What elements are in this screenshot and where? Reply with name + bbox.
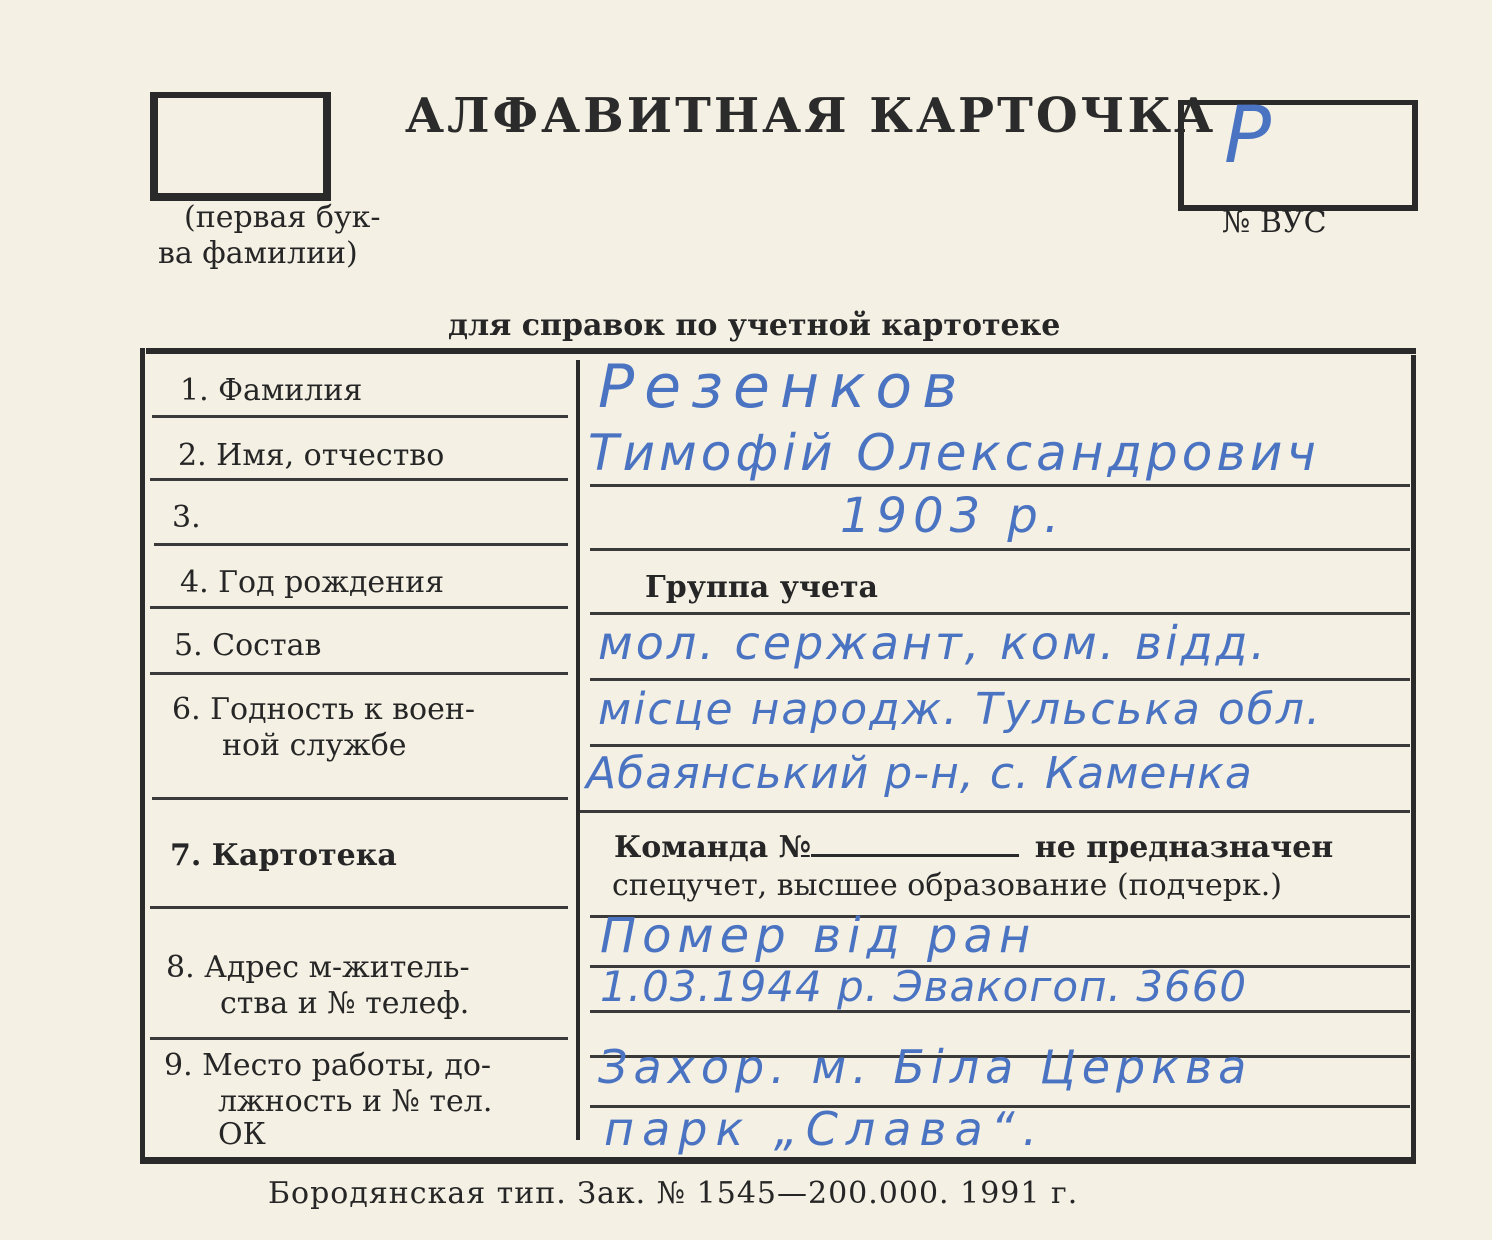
hw-date: 1.03.1944 р. Эвакогоп. 3660 [600, 962, 1248, 1011]
hw-rank: мол. сержант, ком. відд. [598, 616, 1269, 670]
frame-left-border [140, 348, 145, 1158]
hw-park: парк „Слава“. [604, 1102, 1046, 1156]
rule-right-5 [590, 744, 1410, 747]
field-9-line-3: ОК [218, 1117, 266, 1152]
field-3-label: 3. [172, 500, 201, 535]
field-4-label: 4. Год рождения [180, 565, 445, 600]
rule-left-4 [150, 606, 568, 609]
hw-surname: Резенков [598, 352, 968, 422]
special-line: спецучет, высшее образование (подчерк.) [612, 868, 1282, 903]
field-8-line-1: 8. Адрес м-житель- [166, 950, 470, 985]
rule-right-6 [580, 810, 1410, 813]
command-line [614, 830, 1333, 865]
field-9-label [164, 1048, 492, 1150]
field-6-line-1: 6. Годность к воен- [172, 692, 476, 727]
hw-year: 1903 р. [840, 488, 1066, 544]
field-7-label: 7. Картотека [170, 838, 397, 873]
first-letter-box [150, 92, 331, 201]
rule-right-2 [590, 548, 1410, 551]
rule-left-1 [152, 415, 568, 418]
vus-box [1178, 91, 1418, 211]
frame-bottom-border [140, 1157, 1416, 1164]
command-suffix: не предназначен [1034, 830, 1334, 865]
field-9-line-1: 9. Место работы, до- [164, 1048, 492, 1083]
hw-birthplace: місце народж. Тульська обл. [598, 684, 1323, 735]
field-6-label [172, 692, 475, 764]
rule-right-4 [590, 678, 1410, 681]
frame-column-divider [576, 360, 580, 1140]
command-prefix: Команда № [614, 830, 812, 865]
rule-left-6 [152, 797, 568, 800]
hw-death: Помер від ран [600, 908, 1037, 964]
rule-left-3 [154, 543, 568, 546]
rule-left-7 [150, 906, 568, 909]
field-1-label: 1. Фамилия [180, 373, 363, 408]
command-blank [811, 832, 1019, 857]
caption-line-2: ва фамилии) [158, 236, 358, 271]
group-label: Группа учета [645, 570, 878, 605]
rule-left-8 [150, 1037, 568, 1040]
field-6-line-2: ной службе [222, 728, 407, 763]
hw-burial: Захор. м. Біла Церква [598, 1040, 1253, 1094]
rule-right-3 [590, 612, 1410, 615]
rule-left-5 [150, 672, 568, 675]
caption-line-1: (первая бук- [184, 200, 381, 235]
print-imprint: Бородянская тип. Зак. № 1545—200.000. 1991 г. [268, 1176, 1079, 1211]
vus-value: Р [1224, 91, 1274, 181]
field-8-label [166, 950, 470, 1022]
frame-right-border [1411, 355, 1416, 1157]
first-letter-caption [158, 200, 381, 272]
rule-right-1 [590, 484, 1410, 487]
vus-caption: № ВУС [1222, 205, 1327, 240]
field-5-label: 5. Состав [174, 628, 322, 663]
field-2-label: 2. Имя, отчество [178, 438, 445, 473]
hw-district: Абаянський р-н, с. Каменка [586, 748, 1253, 799]
field-8-line-2: ства и № телеф. [220, 986, 470, 1021]
rule-left-2 [150, 478, 568, 481]
card-subtitle: для справок по учетной картотеке [448, 308, 1061, 343]
hw-name: Тимофій Олександрович [588, 424, 1320, 482]
card-title: АЛФАВИТНАЯ КАРТОЧКА [405, 88, 1217, 144]
field-9-line-2: лжность и № тел. [218, 1084, 493, 1119]
